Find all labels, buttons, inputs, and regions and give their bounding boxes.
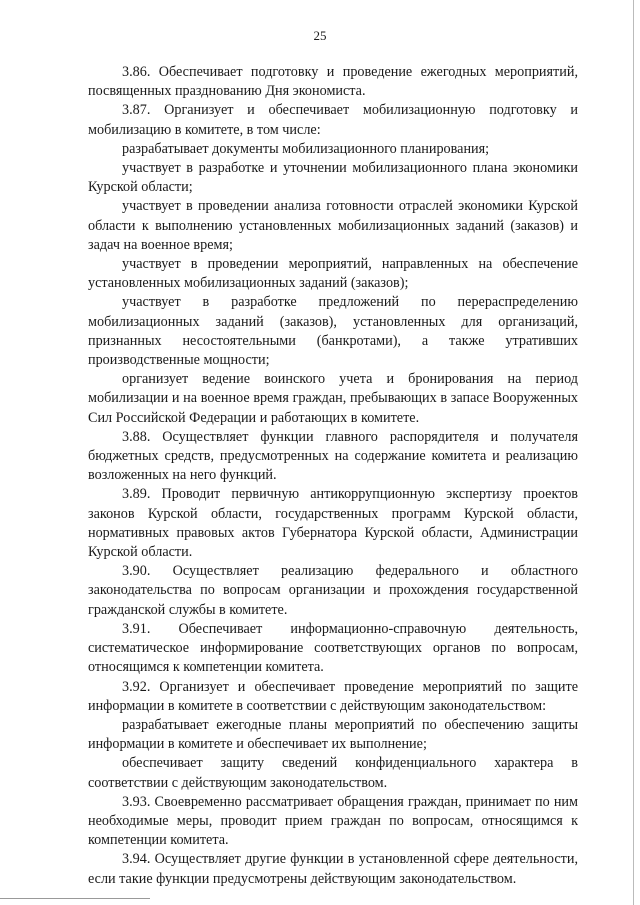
paragraph-3-87: 3.87. Организует и обеспечивает мобилизационную подготовку и мобилизацию в комитете, в том числе:	[88, 102, 578, 138]
paragraph-3-91: 3.91. Обеспечивает информационно-справочную деятельность, систематическое информирование соответствующих органов по вопросам, относящимся к компетенции комитета.	[88, 620, 578, 676]
paragraph-3-87-item-2: участвует в разработке и уточнении мобилизационного плана экономики Курской области;	[88, 160, 578, 196]
document-body	[88, 63, 578, 889]
paragraph-3-90: 3.90. Осуществляет реализацию федерального и областного законодательства по вопросам организации и прохождения государственной гражданской службы в комитете.	[88, 563, 578, 618]
paragraph-3-88: 3.88. Осуществляет функции главного распорядителя и получателя бюджетных средств, предусмотренных на содержание комитета и реализацию возложенных на него функций.	[88, 428, 578, 484]
paragraph-3-92-item-1: разрабатывает ежегодные планы мероприятий по обеспечению защиты информации в комитете и обеспечивает их выполнение;	[88, 716, 578, 753]
paragraph-3-87-item-6: организует ведение воинского учета и бронирования на период мобилизации и на военное время граждан, пребывающих в запасе Вооруженных Сил Российской Федерации и работающих в комитете.	[88, 371, 578, 426]
paragraph-3-87-item-4: участвует в проведении мероприятий, направленных на обеспечение установленных мобилизационных заданий (заказов);	[88, 256, 578, 292]
paragraph-3-87-item-1: разрабатывает документы мобилизационного планирования;	[122, 140, 490, 157]
paragraph-3-87-item-3: участвует в проведении анализа готовности отраслей экономики Курской области к выполнению установленных мобилизационных заданий (заказов) и задач на военное время;	[88, 198, 578, 253]
paragraph-3-92: 3.92. Организует и обеспечивает проведение мероприятий по защите информации в комитете в соответствии с действующим законодательством:	[88, 678, 578, 714]
paragraph-3-94: 3.94. Осуществляет другие функции в установленной сфере деятельности, если такие функции предусмотрены действующим законодательством.	[88, 851, 578, 887]
scan-footer-line	[0, 898, 150, 899]
paragraph-3-93: 3.93. Своевременно рассматривает обращения граждан, принимает по ним необходимые меры, проводит прием граждан по вопросам, относящимся к компетенции комитета.	[88, 793, 578, 849]
scan-edge-line	[633, 0, 634, 905]
page-number: 25	[313, 28, 327, 43]
paragraph-3-92-item-2: обеспечивает защиту сведений конфиденциального характера в соответствии с действующим законодательством.	[88, 755, 578, 791]
paragraph-3-87-item-5: участвует в разработке предложений по перераспределению мобилизационных заданий (заказов), установленных для организаций, признанных несостоятельными (банкротами), а также утративших производственные мощности;	[88, 294, 578, 369]
paragraph-3-86: 3.86. Обеспечивает подготовку и проведение ежегодных мероприятий, посвященных празднованию Дня экономиста.	[88, 64, 578, 100]
paragraph-3-89: 3.89. Проводит первичную антикоррупционную экспертизу проектов законов Курской области, государственных программ Курской области, нормативных правовых актов Губернатора Курской области, Администрации Курской области.	[88, 486, 578, 561]
